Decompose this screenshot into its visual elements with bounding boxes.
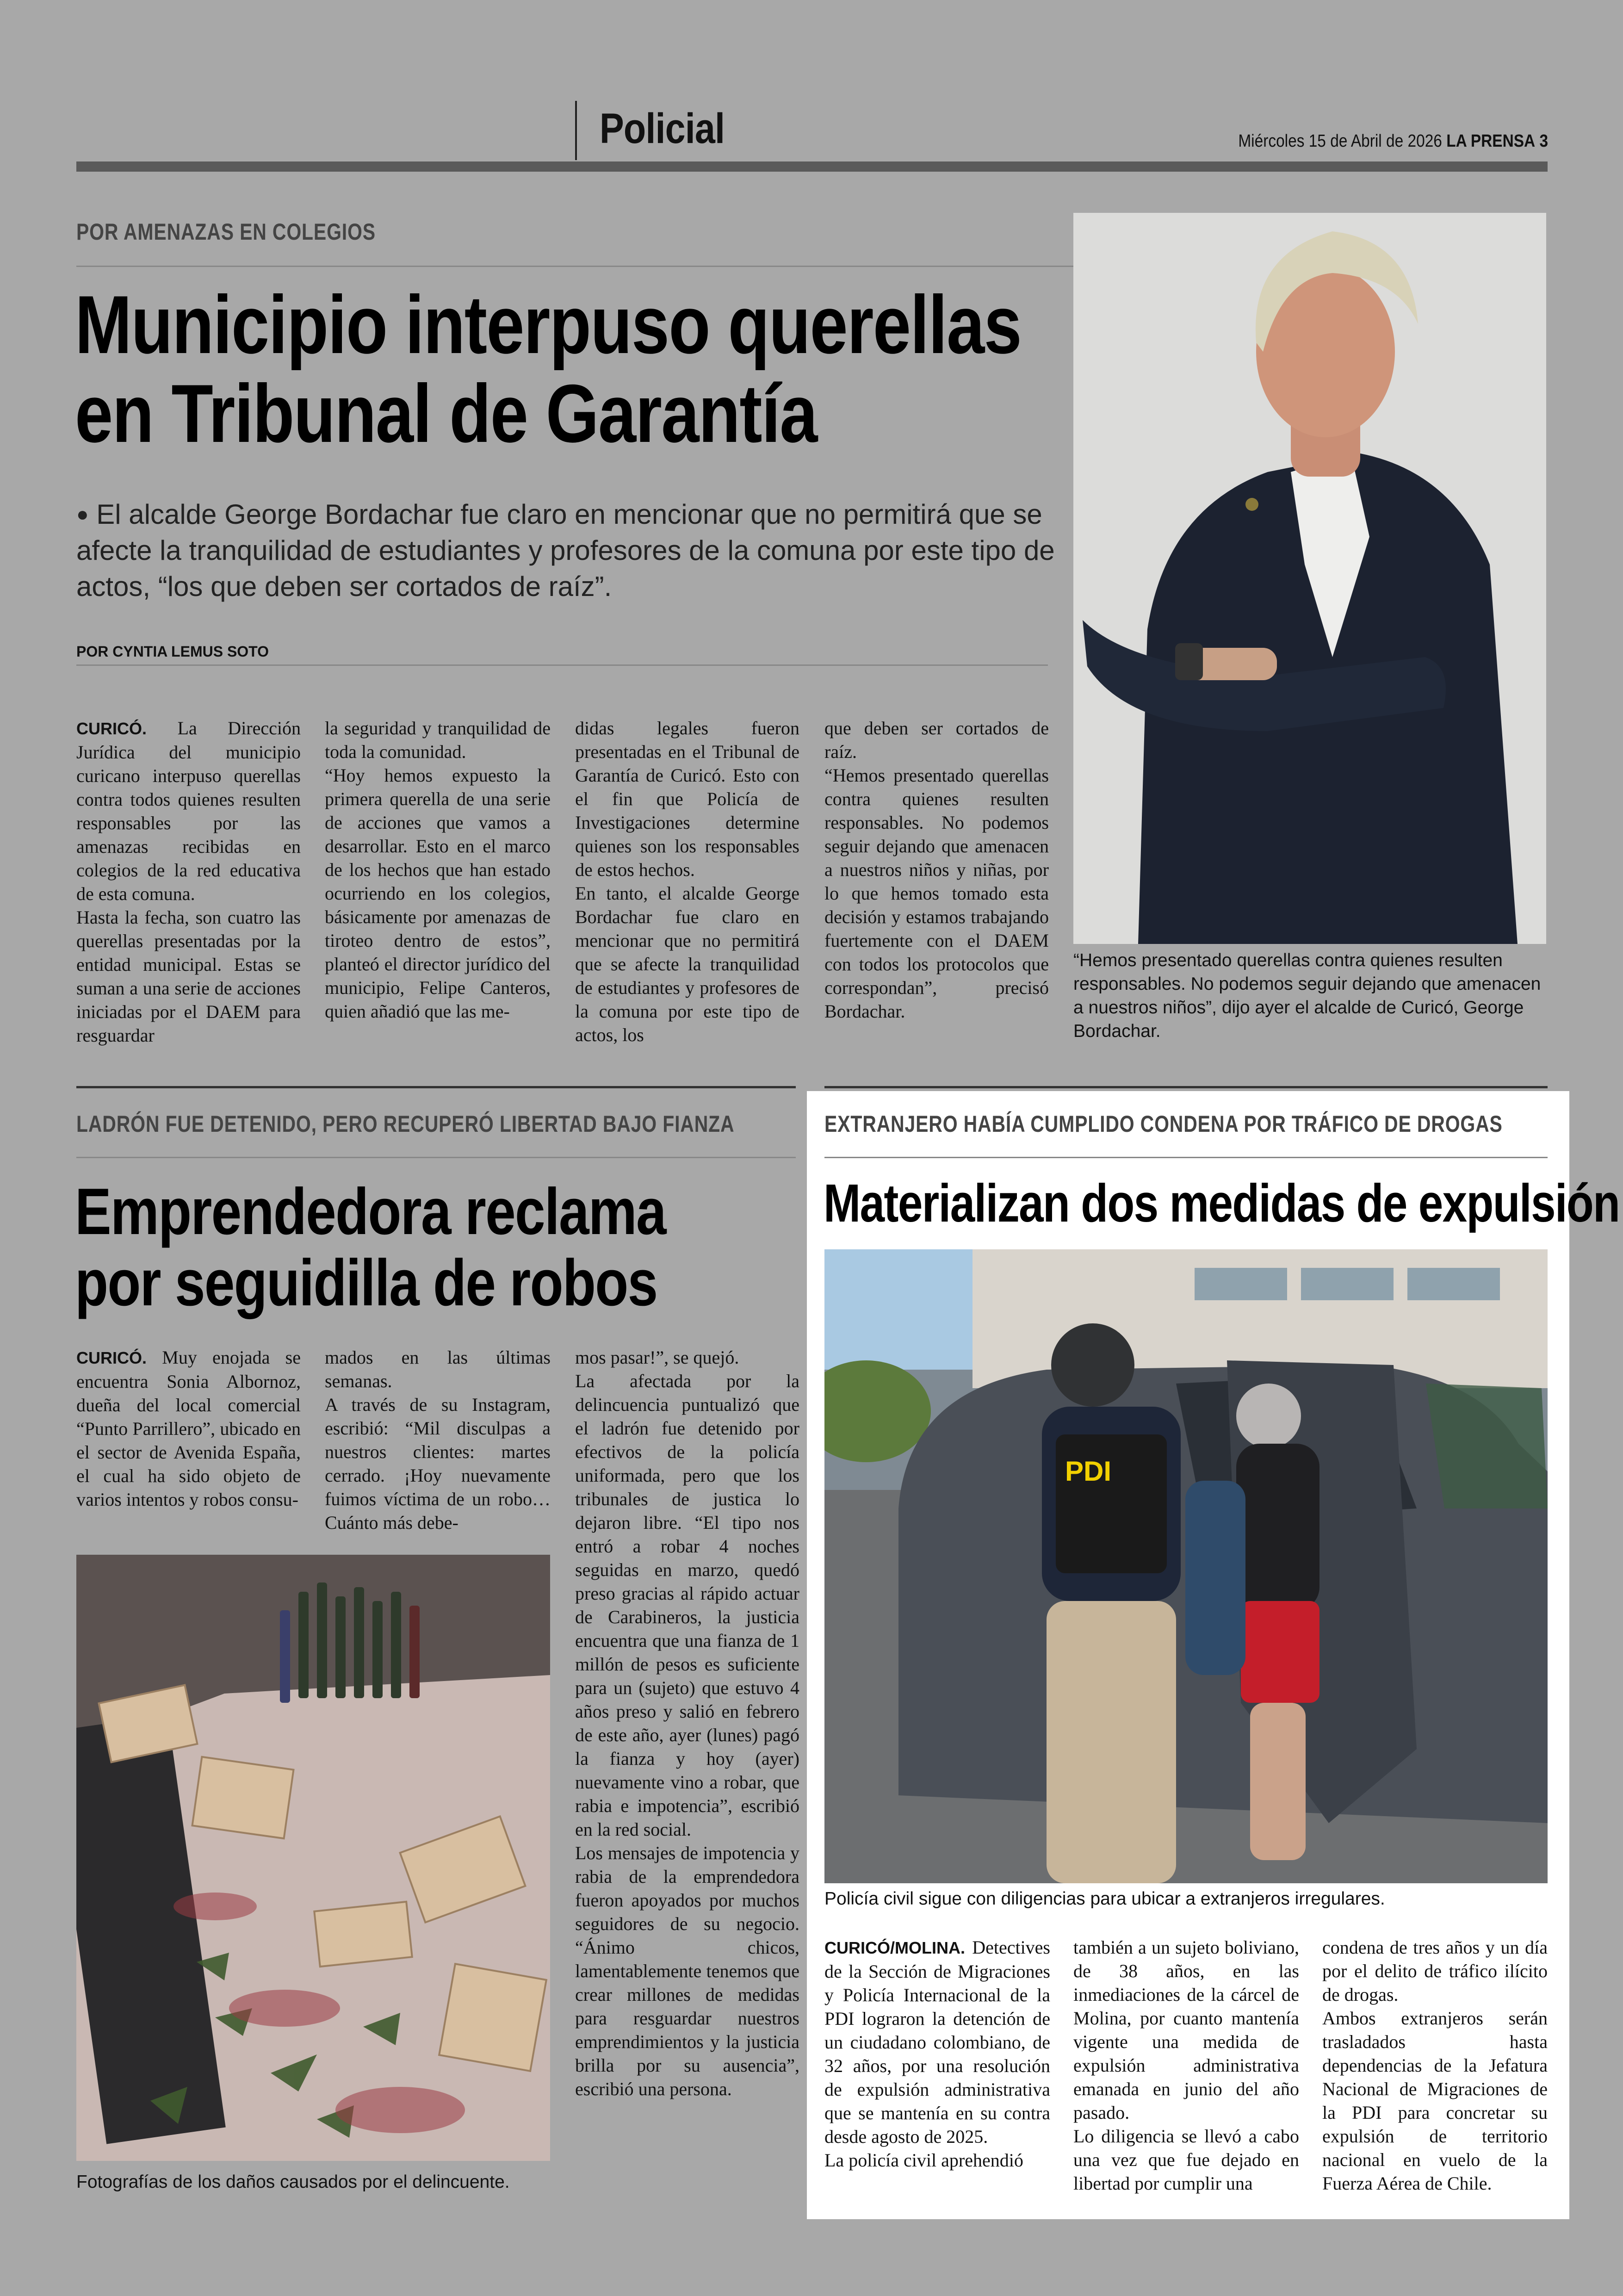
article2-col1: CURICÓ. Muy enojada se encuentra Sonia Albornoz, dueña del local comercial “Punto Parrillero”, ubicado en el sector de Avenida España, el cual ha sido objeto de varios intentos y robos consu- xyxy=(76,1347,301,1510)
article3-col3: condena de tres años y un día por el delito de tráfico ilícito de drogas. Ambos extranjeros serán trasladados hasta dependencias de la Jefatura Nacional de Migraciones de la PDI para concretar su expulsión de territorio nacional en vuelo de la Fuerza Aérea de Chile. xyxy=(1322,1937,1548,2194)
article2-photo-caption: Fotografías de los daños causados por el delincuente. xyxy=(76,2172,510,2192)
article1-headline-line1: Municipio interpuso querellas xyxy=(75,279,1022,371)
article1-col2: la seguridad y tranquilidad de toda la comunidad. “Hoy hemos expuesto la primera querella de una serie de acciones que vamos a desarrollar. Esto en el marco de los hechos que han estado ocurriendo en los colegios, básicamente por amenazas de tiroteo dentro de estos”, planteó el director jurídico del municipio, Felipe Canteros, quien añadió que las me- xyxy=(325,718,551,1022)
article1-summary xyxy=(76,496,1066,605)
store-damage-illustration xyxy=(76,1555,550,2161)
pdi-arrest-illustration xyxy=(824,1249,1548,1883)
paper-name: LA PRENSA xyxy=(1446,131,1536,151)
article1-col1: CURICÓ. La Dirección Jurídica del municipio curicano interpuso querellas contra todos quienes resulten responsables por las amenazas recibidas en colegios de la red educativa de esta comuna. Hasta la fecha, son cuatro las querellas presentadas por la entidad municipal. Estas se suman a una serie de acciones iniciadas por el DAEM para resguardar xyxy=(76,718,301,1046)
article3-lead: CURICÓ/MOLINA. xyxy=(824,1938,965,1957)
bullet-icon: ● xyxy=(76,503,89,526)
article3-col2: también a un sujeto boliviano, de 38 años, en las inmediaciones de la cárcel de Molina, por cuanto mantenía vigente una medida de expulsión administrativa emanada en junio del año pasado. Lo diligencia se llevó a cabo una vez que fue dejado en libertad por cumplir una xyxy=(1073,1937,1299,2194)
article2-kicker-rule xyxy=(76,1157,796,1158)
page-number: 3 xyxy=(1539,131,1548,151)
header-bar xyxy=(76,161,1548,172)
mayor-portrait-photo xyxy=(1073,213,1546,944)
vest-pdi-label: PDI xyxy=(1065,1456,1112,1487)
article2-headline xyxy=(75,1176,666,1319)
article1-headline xyxy=(75,280,1021,458)
article2-headline-line1: Emprendedora reclama xyxy=(75,1175,666,1248)
article3-photo-caption: Policía civil sigue con diligencias para ubicar a extranjeros irregulares. xyxy=(824,1889,1385,1909)
article3-headline: Materializan dos medidas de expulsión xyxy=(824,1173,1620,1233)
article2-kicker: LADRÓN FUE DETENIDO, PERO RECUPERÓ LIBERTAD BAJO FIANZA xyxy=(76,1111,735,1137)
date-line xyxy=(1238,131,1548,151)
article1-kicker: POR AMENAZAS EN COLEGIOS xyxy=(76,219,376,245)
article2-top-rule xyxy=(76,1086,796,1088)
article2-lead: CURICÓ. xyxy=(76,1348,147,1367)
article1-photo-caption: “Hemos presentado querellas contra quienes resulten responsables. No podemos seguir dejando que amenacen a nuestros niños”, dijo ayer el alcalde de Curicó, George Bordachar. xyxy=(1073,950,1541,1041)
article2-col2: mados en las últimas semanas. A través de su Instagram, escribió: “Mil disculpas a nuestros clientes: martes cerrado. ¡Hoy nuevamente fuimos víctima de un robo… Cuánto más debe- xyxy=(325,1347,551,1533)
store-damage-photo xyxy=(76,1555,550,2161)
issue-date: Miércoles 15 de Abril de 2026 xyxy=(1238,131,1442,151)
section-title: Policial xyxy=(600,105,725,152)
article1-lead: CURICÓ. xyxy=(76,719,147,738)
article3-kicker: EXTRANJERO HABÍA CUMPLIDO CONDENA POR TRÁFICO DE DROGAS xyxy=(824,1111,1503,1137)
article3-col1: CURICÓ/MOLINA. Detectives de la Sección de Migraciones y Policía Internacional de la PDI lograron la detención de un ciudadano colombiano, de 32 años, por una resolución de expulsión administrativa que se mantenía en su contra desde agosto de 2025. La policía civil aprehendió xyxy=(824,1937,1050,2171)
article1-col3: didas legales fueron presentadas en el Tribunal de Garantía de Curicó. Esto con el fin que Policía de Investigaciones determine quienes son los responsables de estos hechos. En tanto, el alcalde George Bordachar fue claro en mencionar que no permitirá que se afecte la tranquilidad de estudiantes y profesores de la comuna por este tipo de actos, los xyxy=(575,718,799,1045)
article2-headline-line2: por seguidilla de robos xyxy=(75,1246,657,1320)
article1-byline: POR CYNTIA LEMUS SOTO xyxy=(76,643,269,660)
header-divider xyxy=(575,101,577,160)
article1-kicker-rule xyxy=(76,266,1073,267)
article1-byline-rule xyxy=(76,664,1048,666)
pdi-arrest-photo xyxy=(824,1249,1548,1883)
mayor-portrait-illustration xyxy=(1073,213,1546,944)
article1-headline-line2: en Tribunal de Garantía xyxy=(75,367,817,459)
article1-summary-text: El alcalde George Bordachar fue claro en mencionar que no permitirá que se afecte la tranquilidad de estudiantes y profesores de la comuna por este tipo de actos, “los que deben ser cortados de raíz”. xyxy=(76,499,1055,602)
article3-kicker-rule xyxy=(824,1157,1548,1158)
article2-col3: mos pasar!”, se quejó. La afectada por la delincuencia puntualizó que el ladrón fue detenido por efectivos de la policía uniformada, pero que los tribunales de justica lo dejaron libre. “El tipo nos entró a robar 4 noches seguidas en marzo, quedó preso gracias al rápido actuar de Carabineros, la justicia encuentra que una fianza de 1 millón de pesos es suficiente para un (sujeto) que estuvo 4 años preso y salió en febrero de este año, ayer (lunes) pagó la fianza y hoy (ayer) nuevamente vino a robar, que rabia e impotencia”, escribió en la red social. Los mensajes de impotencia y rabia de la emprendedora fueron apoyados por muchos seguidores de su negocio. “Ánimo chicos, lamentablemente tenemos que crear millones de medidas para resguardar nuestros emprendimientos y la justicia brilla por su ausencia”, escribió una persona. xyxy=(575,1347,799,2099)
article1-col4: que deben ser cortados de raíz. “Hemos presentado querellas contra quienes resulten responsables. No podemos seguir dejando que amenacen a nuestros niños y niñas, por lo que hemos tomado esta decisión y estamos trabajando fuertemente con el DAEM con todos los protocolos que correspondan”, precisó Bordachar. xyxy=(824,718,1049,1022)
article3-top-rule xyxy=(824,1086,1548,1088)
